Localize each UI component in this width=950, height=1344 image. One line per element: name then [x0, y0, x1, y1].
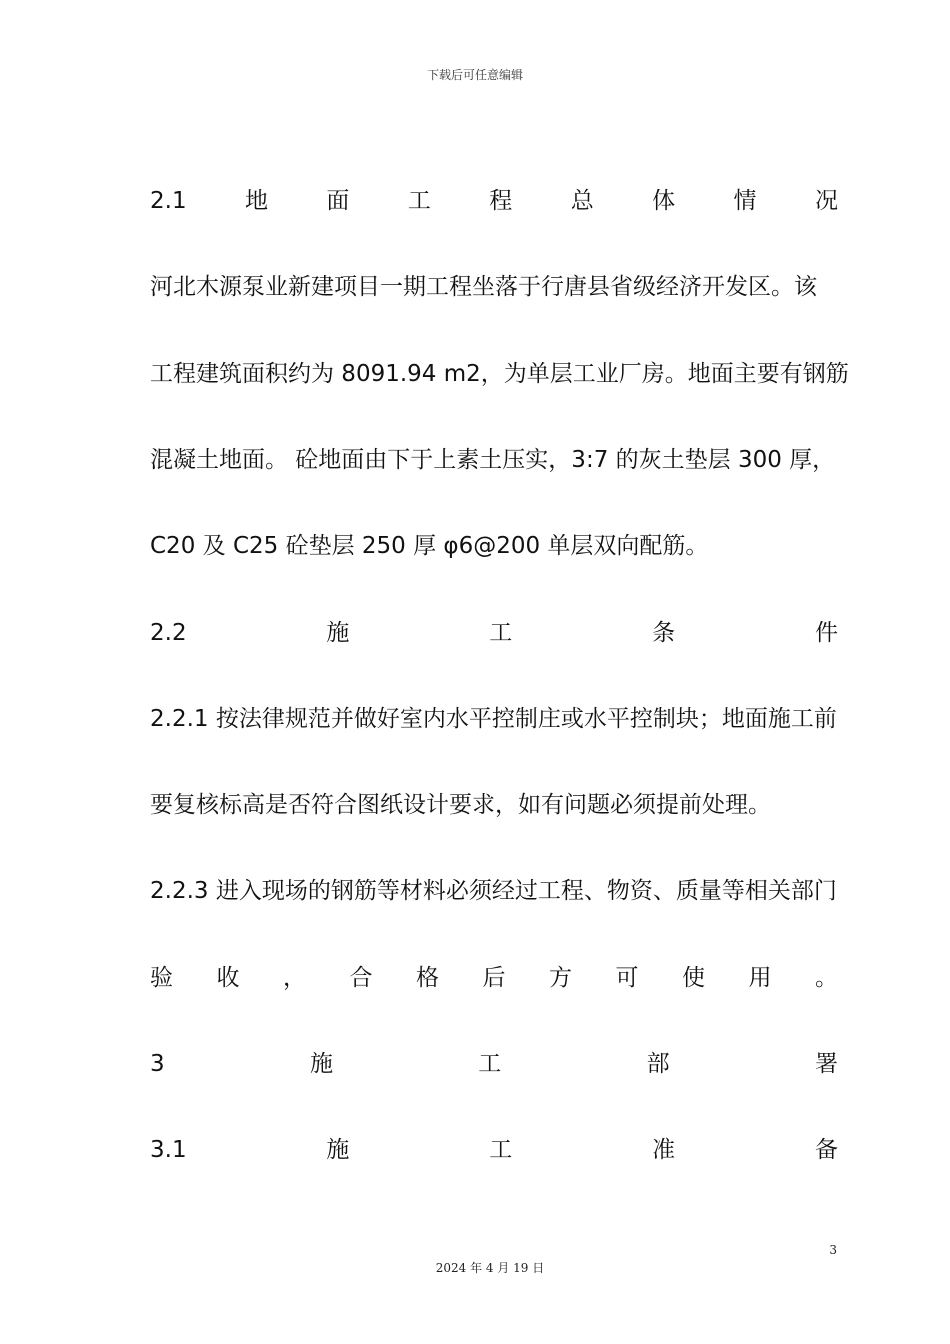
heading-char: 工: [489, 1137, 513, 1164]
heading-char: 3: [150, 1051, 165, 1077]
heading-char: 2.2: [150, 619, 187, 646]
heading-char: 合: [349, 964, 373, 991]
heading-char: 施: [326, 619, 350, 646]
paragraph-line: 混凝土地面。 砼地面由下于上素土压实，3:7 的灰土垫层 300 厚，: [150, 446, 836, 473]
heading-char: 工: [478, 1051, 502, 1077]
heading-char: 况: [814, 188, 838, 214]
page-number: 3: [829, 1243, 837, 1257]
paragraph-line: 河北木源泵业新建项目一期工程坐落于行唐县省级经济开发区。该: [150, 274, 817, 301]
heading-char: 面: [326, 188, 350, 214]
heading-char: 程: [489, 188, 513, 214]
heading-char: ，: [283, 964, 306, 991]
heading-char: 可: [615, 964, 639, 991]
heading-char: 部: [646, 1051, 670, 1077]
page-footer-date: 2024 年 4 月 19 日: [435, 1261, 545, 1275]
heading-char: 。: [815, 964, 838, 991]
paragraph-line: 2.2.1 按法律规范并做好室内水平控制庄或水平控制块；地面施工前: [150, 705, 837, 732]
heading-char: 验: [150, 964, 173, 991]
heading-char: 件: [814, 619, 838, 646]
heading-char: 条: [652, 619, 676, 646]
paragraph-line: 工程建筑面积约为 8091.94 m2，为单层工业厂房。地面主要有钢筋: [150, 360, 849, 387]
paragraph-line: 要复核标高是否符合图纸设计要求，如有问题必须提前处理。: [150, 792, 771, 819]
heading-char: 体: [652, 188, 676, 214]
page-header: 下载后可任意编辑: [426, 68, 523, 82]
heading-char: 后: [482, 964, 506, 991]
heading-char: 总: [570, 188, 594, 214]
heading-char: 格: [416, 964, 439, 991]
heading-line: [150, 963, 838, 993]
heading-line: [150, 1049, 838, 1079]
heading-char: 工: [407, 188, 431, 214]
heading-char: 准: [652, 1137, 676, 1164]
heading-char: 地: [245, 188, 268, 214]
heading-char: 3.1: [150, 1137, 187, 1164]
paragraph-line: 2.2.3 进入现场的钢筋等材料必须经过工程、物资、质量等相关部门: [150, 878, 837, 905]
heading-line: [150, 186, 838, 216]
paragraph-line: C20 及 C25 砼垫层 250 厚 φ6@200 单层双向配筋。: [150, 533, 709, 560]
heading-char: 施: [309, 1051, 333, 1077]
heading-char: 情: [733, 188, 757, 214]
heading-line: [150, 618, 838, 648]
heading-char: 备: [814, 1137, 838, 1164]
heading-char: 工: [489, 619, 513, 646]
heading-line: [150, 1135, 838, 1165]
heading-char: 收: [216, 964, 240, 991]
heading-char: 署: [814, 1051, 838, 1077]
heading-char: 方: [549, 964, 572, 991]
heading-char: 2.1: [150, 188, 187, 214]
heading-char: 使: [682, 964, 705, 991]
heading-char: 施: [326, 1137, 350, 1164]
heading-char: 用: [748, 964, 772, 991]
